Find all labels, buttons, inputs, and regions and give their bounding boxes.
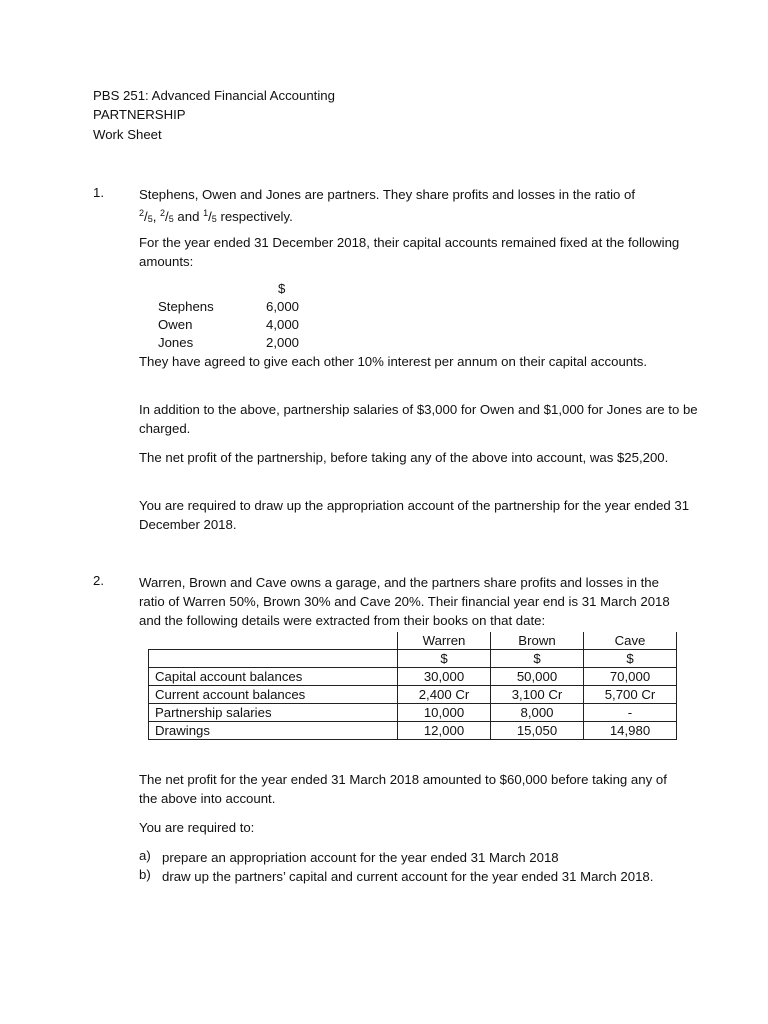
topic-title: PARTNERSHIP xyxy=(93,107,186,122)
row-label: Drawings xyxy=(149,722,398,740)
partner-details-table xyxy=(148,632,677,740)
table-cell: 14,980 xyxy=(584,722,677,740)
row-label: Capital account balances xyxy=(149,668,398,686)
table-currency-row xyxy=(149,650,677,668)
table-cell: 15,050 xyxy=(491,722,584,740)
net-profit-text: The net profit of the partnership, before taking any of the above into account, was $25,200. xyxy=(139,450,669,465)
ratio-owen: $^2/_5$ xyxy=(160,208,174,224)
ratio-jones: $^1/_5$ xyxy=(203,208,217,224)
table-row xyxy=(149,686,677,704)
table-cell: 70,000 xyxy=(584,668,677,686)
table-header-row xyxy=(149,632,677,650)
table-row xyxy=(149,668,677,686)
capital-value: 2,000 xyxy=(266,335,300,350)
table-cell: $ xyxy=(491,650,584,668)
row-label: Current account balances xyxy=(149,686,398,704)
task-text: draw up the partners’ capital and current account for the year ended 31 March 2018. xyxy=(162,869,654,884)
capital-value: 4,000 xyxy=(266,317,300,332)
ratio-stephens: $^2/_5$ xyxy=(139,208,153,224)
task-text: prepare an appropriation account for the year ended 31 March 2018 xyxy=(162,850,559,865)
table-cell: 30,000 xyxy=(398,668,491,686)
table-cell: 50,000 xyxy=(491,668,584,686)
table-cell: 12,000 xyxy=(398,722,491,740)
table-cell: 2,400 Cr xyxy=(398,686,491,704)
table-cell: $ xyxy=(584,650,677,668)
column-header-brown: Brown xyxy=(491,632,584,650)
question-2-number: 2. xyxy=(93,573,104,588)
table-cell: 8,000 xyxy=(491,704,584,722)
capital-name: Jones xyxy=(158,335,194,350)
capital-name: Owen xyxy=(158,317,193,332)
salaries-text: In addition to the above, partnership salaries of $3,000 for Owen and $1,000 for Jones are to be charged. xyxy=(139,402,698,436)
ratio-line: $^2/_5$, $^2/_5$ and $^1/_5$ respectively. xyxy=(139,208,293,224)
table-row xyxy=(149,722,677,740)
question-1-number: 1. xyxy=(93,185,104,200)
question-1-intro-line: Stephens, Owen and Jones are partners. They share profits and losses in the ratio of xyxy=(139,187,636,202)
capital-name: Stephens xyxy=(158,299,214,314)
course-title: PBS 251: Advanced Financial Accounting xyxy=(93,88,335,103)
q2-required-intro: You are required to: xyxy=(139,820,255,835)
column-header-cave: Cave xyxy=(584,632,677,650)
table-cell: $ xyxy=(398,650,491,668)
capital-intro: For the year ended 31 December 2018, their capital accounts remained fixed at the following amounts: xyxy=(139,235,680,269)
table-cell: 5,700 Cr xyxy=(584,686,677,704)
table-cell: 10,000 xyxy=(398,704,491,722)
interest-text: They have agreed to give each other 10% interest per annum on their capital accounts. xyxy=(139,354,648,369)
doc-type: Work Sheet xyxy=(93,127,162,142)
row-label: Partnership salaries xyxy=(149,704,398,722)
question-2-intro: Warren, Brown and Cave owns a garage, and the partners share profits and losses in the ratio of Warren 50%, Brown 30% and Cave 20%. Their financial year end is 31 March 2018 and the following details were extracted from their books on that date: xyxy=(139,575,670,628)
table-row xyxy=(149,704,677,722)
task-marker: b) xyxy=(139,867,151,882)
capital-value: 6,000 xyxy=(266,299,300,314)
capital-currency: $ xyxy=(278,281,286,296)
q2-net-profit-text: The net profit for the year ended 31 March 2018 amounted to $60,000 before taking any of the above into account. xyxy=(139,772,667,806)
table-cell: - xyxy=(584,704,677,722)
table-cell: 3,100 Cr xyxy=(491,686,584,704)
column-header-warren: Warren xyxy=(398,632,491,650)
required-text: You are required to draw up the appropriation account of the partnership for the year ended 31 December 2018. xyxy=(139,498,690,532)
task-marker: a) xyxy=(139,848,151,863)
question-1-intro xyxy=(139,185,699,229)
